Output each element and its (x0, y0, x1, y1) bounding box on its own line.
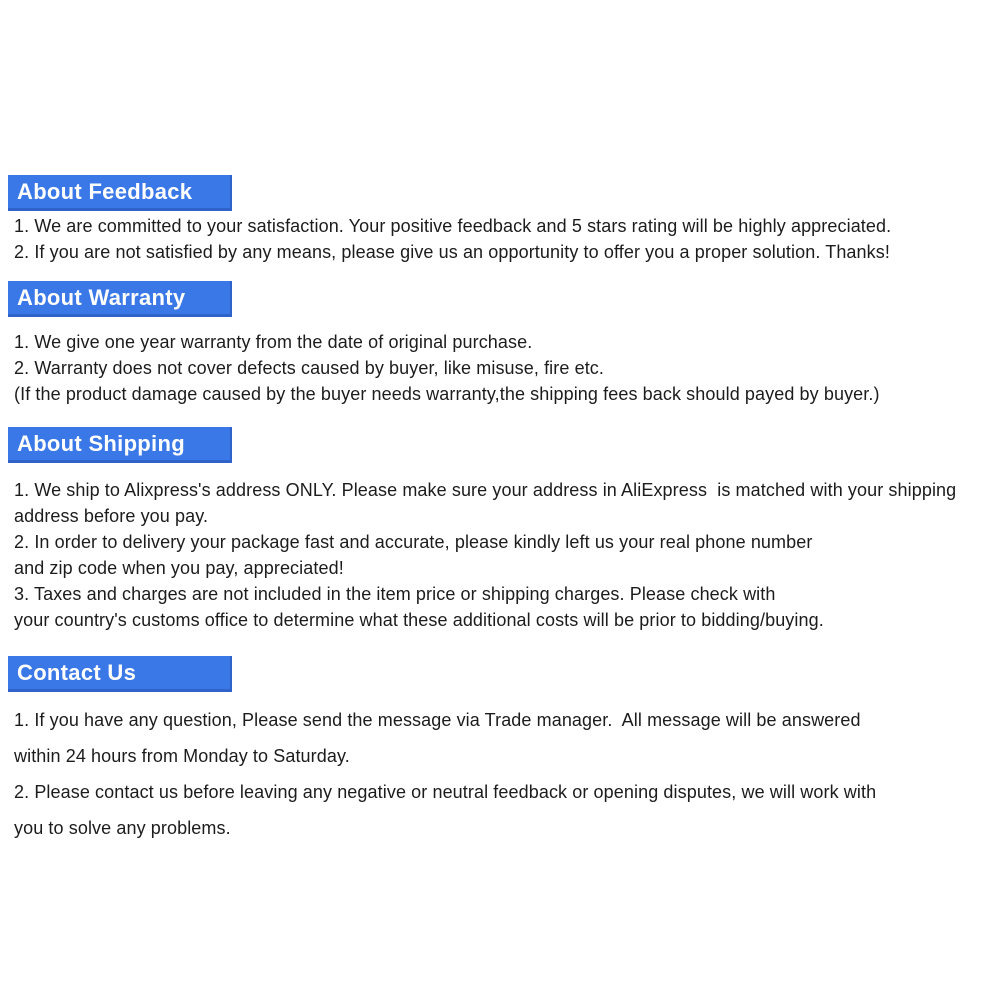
section-title: Contact Us (17, 659, 137, 685)
text-line: within 24 hours from Monday to Saturday. (14, 746, 350, 766)
section-header-feedback (8, 175, 232, 211)
text-line: address before you pay. (14, 506, 209, 526)
section-header-warranty (8, 281, 232, 317)
text-line: 2. Warranty does not cover defects caused by buyer, like misuse, fire etc. (14, 358, 604, 378)
text-line: 2. Please contact us before leaving any negative or neutral feedback or opening disputes, we will work with (14, 782, 877, 802)
text-line: 1. We ship to Alixpress's address ONLY. Please make sure your address in AliExpress is matched with your shipping (14, 480, 957, 500)
text-line: 3. Taxes and charges are not included in the item price or shipping charges. Please check with (14, 584, 776, 604)
section-body-feedback (14, 213, 1000, 265)
section-title: About Warranty (17, 284, 186, 310)
text-line: you to solve any problems. (14, 818, 231, 838)
text-line: 2. If you are not satisfied by any means, please give us an opportunity to offer you a proper solution. Thanks! (14, 242, 890, 262)
section-title: About Feedback (17, 178, 193, 204)
text-line: (If the product damage caused by the buyer needs warranty,the shipping fees back should payed by buyer.) (14, 384, 880, 404)
text-line: 1. If you have any question, Please send the message via Trade manager. All message will be answered (14, 710, 861, 730)
text-line: 1. We give one year warranty from the date of original purchase. (14, 332, 533, 352)
section-body-contact (14, 702, 1000, 846)
text-line: your country's customs office to determine what these additional costs will be prior to bidding/buying. (14, 610, 824, 630)
text-line: 2. In order to delivery your package fast and accurate, please kindly left us your real phone number (14, 532, 813, 552)
section-header-shipping (8, 427, 232, 463)
section-header-contact (8, 656, 232, 692)
section-body-shipping (14, 477, 1000, 633)
text-line: 1. We are committed to your satisfaction. Your positive feedback and 5 stars rating will be highly appreciated. (14, 216, 892, 236)
section-body-warranty (14, 329, 1000, 407)
text-line: and zip code when you pay, appreciated! (14, 558, 344, 578)
section-title: About Shipping (17, 430, 185, 456)
